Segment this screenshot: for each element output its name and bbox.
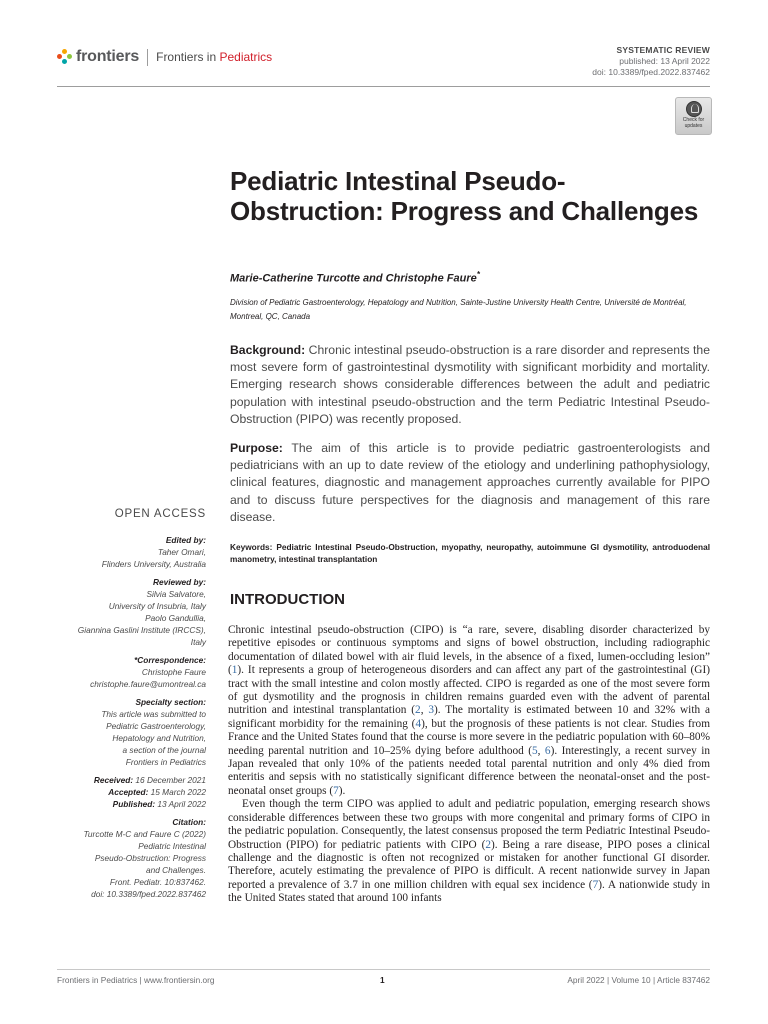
article-meta — [592, 45, 710, 78]
citation-doi[interactable]: doi: 10.3389/fped.2022.837462 — [91, 889, 206, 899]
background-text: Chronic intestinal pseudo-obstruction is a rare disorder and represents the most severe form of gastrointestinal dysmotility with significant morbidity and mortality. Emerging research shows considerable differences between the adult and pediatric population with intestinal pseudo-obstruction and the term Pediatric Intestinal Pseudo-Obstruction (PIPO) was recently proposed. — [230, 343, 710, 426]
correspondence-email[interactable]: christophe.faure@umontreal.ca — [90, 679, 206, 689]
purpose-text: The aim of this article is to provide pediatric gastroenterologists and pediatricians with an up to date review of the etiology and underlining pathophysiology, clinical features, diagnostic and management approaches currently available for PIPO and to discuss future perspectives for the diagnosis and management of this rare disease. — [230, 441, 710, 524]
frontiers-logo-icon — [57, 49, 73, 65]
footer-rule — [57, 969, 710, 970]
editor-name[interactable]: Taher Omari, — [157, 547, 206, 557]
corresponding-mark: * — [476, 270, 480, 279]
citation-link[interactable]: 1 — [231, 664, 238, 677]
author-names[interactable]: Marie-Catherine Turcotte and Christophe Faure — [230, 272, 477, 285]
check-updates-icon — [686, 101, 702, 117]
body-text — [228, 624, 710, 906]
reviewer-name[interactable]: Paolo Gandullia, — [145, 613, 206, 623]
affiliation: Division of Pediatric Gastroenterology, Hepatology and Nutrition, Sainte-Justine University Health Centre, Université de Montréal, Montreal, QC, Canada — [230, 298, 687, 321]
citation-block: Citation: Turcotte M-C and Faure C (2022) Pediatric Intestinal Pseudo-Obstruction: Progress and Challenges. Front. Pediatr. 10:837462. doi: 10.3389/fped.2022.837462 — [57, 816, 206, 900]
header-doi[interactable]: doi: 10.3389/fped.2022.837462 — [592, 67, 710, 77]
citation-link[interactable]: 4 — [415, 717, 422, 730]
paragraph-2: Even though the term CIPO was applied to adult and pediatric population, emerging research shows considerable differences between these two groups with more congenital and primary forms of CIPO in the pediatric population. Consequently, the latest consensus proposed the term Pediatric Intestinal Pseudo-Obstruction (PIPO) for pediatric patients with CIPO (2). Being a rare disease, PIPO poses a clinical challenge and the diagnostic is often not recognized or mistaken for another functional GI disorder. Therefore, acutely estimating the prevalence of PIPO is difficult. A recent nationwide survey in Japan reported a prevalence of 3.7 in one million children with equal sex incidence (7). A nationwide study in the United States stated that around 100 infants — [228, 798, 711, 905]
check-for-updates-button[interactable] — [675, 97, 712, 135]
article-type: SYSTEMATIC REVIEW — [616, 45, 710, 55]
published-date: published: 13 April 2022 — [619, 56, 710, 66]
journal-prefix: Frontiers in — [156, 50, 217, 64]
article-info-sidebar — [57, 534, 206, 906]
header-rule — [57, 86, 710, 87]
keywords: Keywords: Pediatric Intestinal Pseudo-Obstruction, myopathy, neuropathy, autoimmune GI dysmotility, antroduodenal manometry, intestinal transplantation — [230, 542, 710, 564]
specialty-block: Specialty section: This article was submitted to Pediatric Gastroenterology, Hepatology and Nutrition, a section of the journal Frontiers in Pediatrics — [101, 697, 206, 767]
dates-block: Received: 16 December 2021 Accepted: 15 March 2022 Published: 13 April 2022 — [93, 775, 206, 809]
frontiers-logo[interactable] — [57, 47, 272, 67]
citation-link[interactable]: 7 — [333, 784, 339, 797]
correspondence-block: *Correspondence: Christophe Faure christophe.faure@umontreal.ca — [57, 654, 206, 690]
purpose-label: Purpose: — [230, 441, 283, 455]
footer-issue-info: April 2022 | Volume 10 | Article 837462 — [567, 975, 710, 985]
abstract-background — [230, 342, 710, 428]
edited-by-block: Edited by: Taher Omari, Flinders University, Australia — [57, 534, 206, 570]
citation-link[interactable]: 7 — [592, 878, 599, 891]
citation-link[interactable]: 2 — [415, 704, 421, 717]
logo-divider — [147, 49, 148, 66]
abstract-purpose — [230, 440, 710, 526]
section-heading: INTRODUCTION — [230, 591, 345, 608]
check-updates-label: Check for updates — [682, 117, 705, 129]
footer-journal-link[interactable]: Frontiers in Pediatrics | www.frontiersin.org — [57, 975, 215, 985]
citation-link[interactable]: 2 — [485, 838, 492, 851]
journal-accent: Pediatrics — [219, 50, 273, 64]
citation-link[interactable]: 6 — [544, 744, 551, 757]
citation-link[interactable]: 5 — [531, 744, 538, 757]
background-label: Background: — [230, 343, 306, 357]
author-list — [230, 270, 480, 285]
reviewed-by-block: Reviewed by: Silvia Salvatore, University of Insubria, Italy Paolo Gandullia, Giannina Gaslini Institute (IRCCS), Italy — [57, 576, 206, 648]
journal-name — [156, 50, 272, 64]
paragraph-1: Chronic intestinal pseudo-obstruction (CIPO) is “a rare, severe, disabling disorder characterized by repetitive episodes or continuous symptoms and signs of bowel obstruction, including radiographic documentation of dilated bowel with air fluid levels, in the absence of a fixed, lumen-occluding lesion” (1). It represents a group of heterogeneous disorders and can affect any part of the gastrointestinal (GI) tract with the small intestine and colon mostly affected. CIPO is regarded as one of the most severe form of gut dysmotility and the prognosis in children remains guarded even with the advent of parental nutrition and intestinal transplantation (2, 3). The mortality is estimated between 10 and 32% with a significant morbidity for the remaining (4), but the prognosis of these patients is not clear. Studies from France and the United States found that the course is more severe in the pediatric population with 60–80% needing parental nutrition and 10–25% dying before adulthood (5, 6). Interestingly, a recent survey in Japan revealed that only 10% of the patients needed total parental nutrition and only 4% died from enteritis and sepsis with no statistically significant difference between the neonatal-onset and the post-neonatal onset groups (7). — [228, 624, 710, 797]
page-number: 1 — [380, 975, 385, 985]
reviewer-name[interactable]: Silvia Salvatore, — [146, 589, 206, 599]
citation-link[interactable]: 3 — [428, 704, 435, 717]
article-title: Pediatric Intestinal Pseudo-Obstruction: Progress and Challenges — [230, 166, 699, 226]
open-access-label: OPEN ACCESS — [114, 508, 206, 520]
brand-name: frontiers — [76, 48, 140, 65]
